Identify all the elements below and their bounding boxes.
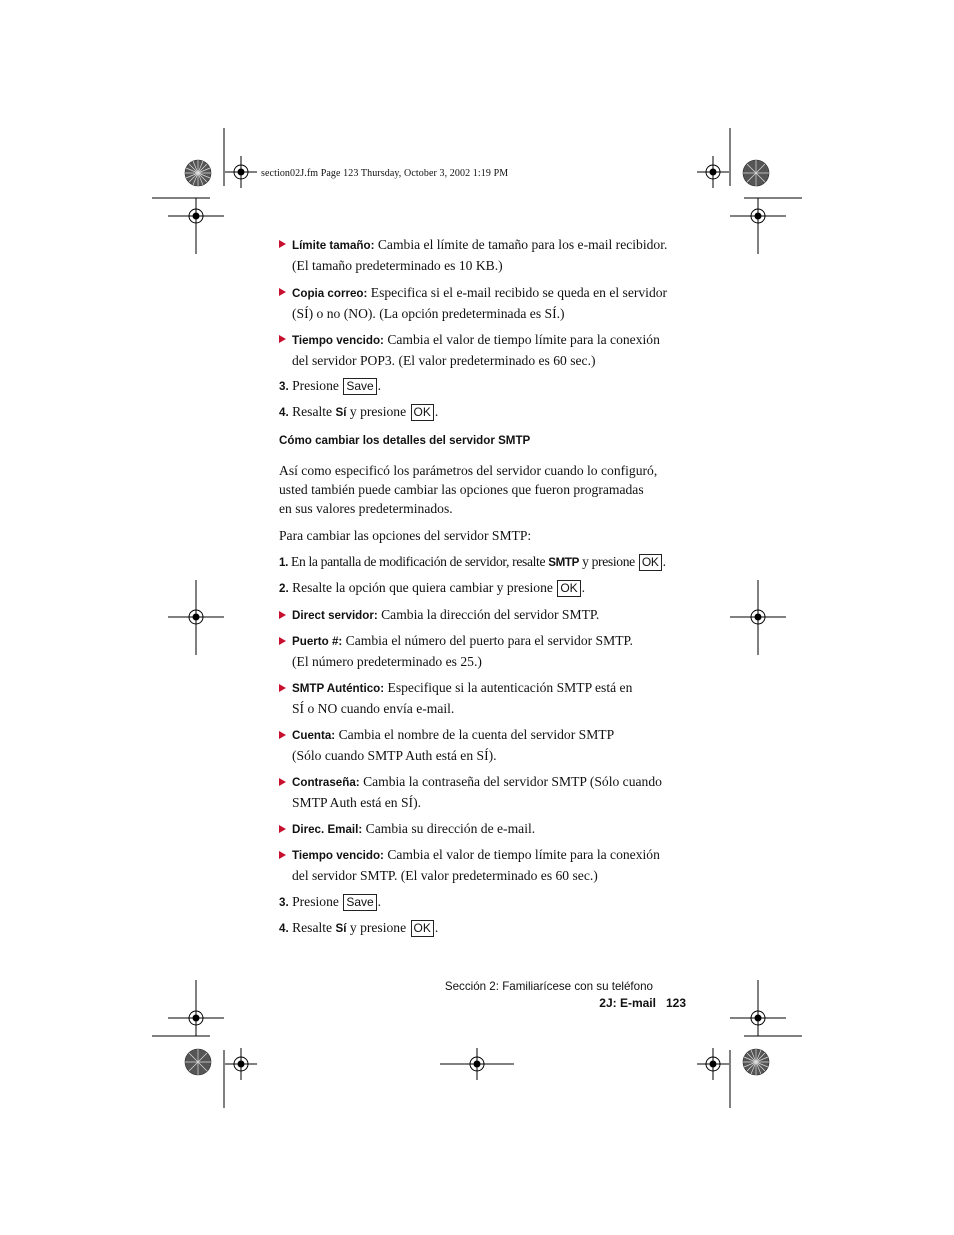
intro-line-2: Para cambiar las opciones del servidor SMTP: [279,528,532,543]
step-text: y presione [582,554,635,569]
bullet-term: Direc. Email: [292,823,363,836]
softkey-ok: OK [411,920,434,937]
bullet-item [292,605,599,626]
step-text: En la pantalla de modificación de servidor, resalte [291,554,546,569]
step-number: 1. [279,556,288,569]
softkey-ok: OK [639,554,662,571]
bullet-arrow-icon [279,335,286,343]
bullet-text: Cambia la contraseña del servidor SMTP (Sólo cuando [363,774,662,789]
bullet-arrow-icon [279,851,286,859]
bullet-term: Tiempo vencido: [292,849,384,862]
punct: . [377,894,382,909]
step-4-top [279,402,438,423]
bullet-text: Cambia el valor de tiempo límite para la conexión [387,332,660,347]
intro-paragraph [279,461,657,518]
bullet-term: Cuenta: [292,729,336,742]
bullet-text: Cambia el nombre de la cuenta del servidor SMTP [338,727,615,742]
step-number: 3. [279,380,289,393]
bullet-term: Contraseña: [292,776,360,789]
punct: . [581,580,586,595]
footer-chapter: 2J: E-mail [599,996,656,1010]
bullet-text: Cambia la dirección del servidor SMTP. [381,607,600,622]
bullet-text: del servidor POP3. (El valor predeterminado es 60 sec.) [292,353,596,368]
bullet-item [292,330,660,371]
step-text: y presione [349,920,407,935]
section-heading: Cómo cambiar los detalles del servidor SMTP [279,434,531,447]
bullet-arrow-icon [279,288,286,296]
bullet-text: Especifique si la autenticación SMTP está en [387,680,633,695]
bullet-item [292,631,633,672]
bullet-term: Puerto #: [292,635,343,648]
bullet-arrow-icon [279,825,286,833]
bullet-arrow-icon [279,637,286,645]
bullet-text: Especifica si el e-mail recibido se queda en el servidor [370,285,668,300]
bullet-text: del servidor SMTP. (El valor predeterminado es 60 sec.) [292,868,598,883]
file-slug: section02J.fm Page 123 Thursday, October 3, 2002 1:19 PM [261,168,509,179]
punct: . [377,378,382,393]
bullet-arrow-icon [279,611,286,619]
punct: . [662,554,666,569]
bullet-term: Tiempo vencido: [292,334,384,347]
bullet-item [292,725,614,766]
step-number: 4. [279,922,289,935]
bullet-term: Copia correo: [292,287,368,300]
bullet-text: Cambia el valor de tiempo límite para la conexión [387,847,660,862]
step-number: 4. [279,406,289,419]
step-3-bottom [279,892,381,913]
step-bold: Sí [335,406,347,419]
bullet-text: Cambia el límite de tamaño para los e-mail recibidor. [377,237,668,252]
page-number: 123 [665,996,686,1010]
bullet-arrow-icon [279,684,286,692]
bullet-text: (SÍ) o no (NO). (La opción predeterminada es SÍ.) [292,306,565,321]
bullet-text: Cambia su dirección de e-mail. [365,821,536,836]
bullet-term: Direct servidor: [292,609,378,622]
intro-line: Así como especificó los parámetros del servidor cuando lo configuró, [279,463,658,478]
step-bold: Sí [335,922,347,935]
bullet-item [292,678,632,719]
bullet-text: SMTP Auth está en SÍ). [292,795,422,810]
bullet-item [292,283,667,324]
punct: . [434,404,439,419]
step-bold: SMTP [548,556,580,569]
bullet-item [292,819,535,840]
intro-line: usted también puede cambiar las opciones que fueron programadas [279,482,644,497]
step-text: Resalte [292,920,333,935]
bullet-item [292,772,662,813]
bullet-text: (Sólo cuando SMTP Auth está en SÍ). [292,748,497,763]
step-1 [279,552,666,573]
bullet-text: (El número predeterminado es 25.) [292,654,482,669]
step-text: Presione [292,894,339,909]
step-text: Resalte la opción que quiera cambiar y presione [292,580,553,595]
bullet-text: Cambia el número del puerto para el servidor SMTP. [345,633,633,648]
bullet-arrow-icon [279,778,286,786]
bullet-arrow-icon [279,731,286,739]
bullet-item [292,235,667,276]
bullet-term: Límite tamaño: [292,239,375,252]
step-number: 2. [279,582,289,595]
footer-chapter-line [599,996,686,1010]
step-text: y presione [349,404,407,419]
bullet-text: SÍ o NO cuando envía e-mail. [292,701,455,716]
step-text: Resalte [292,404,333,419]
step-4-bottom [279,918,438,939]
step-number: 3. [279,896,289,909]
softkey-save: Save [343,378,376,395]
step-text: Presione [292,378,339,393]
step-3-top [279,376,381,397]
softkey-ok: OK [411,404,434,421]
bullet-item [292,845,660,886]
bullet-text: (El tamaño predeterminado es 10 KB.) [292,258,503,273]
step-2 [279,578,585,599]
bullet-arrow-icon [279,240,286,248]
bullet-term: SMTP Auténtico: [292,682,385,695]
softkey-save: Save [343,894,376,911]
punct: . [434,920,439,935]
footer-section: Sección 2: Familiarícese con su teléfono [444,980,653,993]
intro-line: en sus valores predeterminados. [279,501,453,516]
softkey-ok: OK [557,580,580,597]
